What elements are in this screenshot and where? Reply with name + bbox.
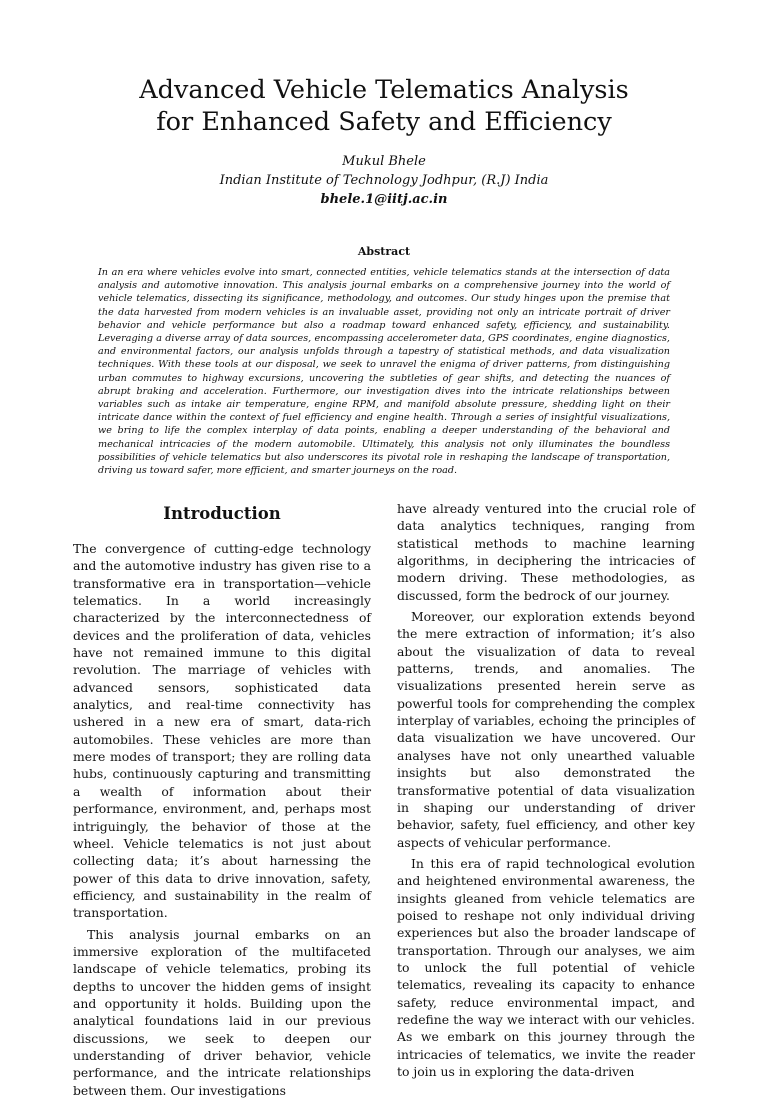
abstract-text: In an era where vehicles evolve into smart, connected entities, vehicle telematics stands at the intersection of data analysis and automotive innovation. This analysis journal embarks on a comprehensive journey into the world of vehicle telematics, dissecting its significance, methodology, and outcomes. Our study hinges upon the premise that the data harvested from modern vehicles is an invaluable asset, providing not only an intricate portrait of driver behavior and vehicle performance but also a roadmap toward enhanced safety, efficiency, and sustainability. Leveraging a diverse array of data sources, encompassing accelerometer data, GPS coordinates, engine diagnostics, and environmental factors, our analysis unfolds through a tapestry of statistical methods, and data visualization techniques. With these tools at our disposal, we seek to unravel the enigma of driver patterns, from distinguishing urban commutes to highway excursions, uncovering the subtleties of gear shifts, and detecting the nuances of abrupt braking and acceleration. Furthermore, our investigation dives into the intricate relationships between variables such as intake air temperature, engine RPM, and manifold absolute pressure, shedding light on their intricate dance within the context of fuel efficiency and engine health. Through a series of insightful visualizations, we bring to life the complex interplay of data points, enabling a deeper understanding of the behavioral and mechanical intricacies of the modern automobile. Ultimately, this analysis not only illuminates the boundless possibilities of vehicle telematics but also underscores its pivotal role in reshaping the landscape of transportation, driving us toward safer, more efficient, and smarter journeys on the road.: [98, 267, 670, 477]
author-block: [70, 152, 698, 209]
author-affiliation: Indian Institute of Technology Jodhpur, (R.J) India: [219, 173, 549, 188]
intro-paragraph-3: Moreover, our exploration extends beyond the mere extraction of information; it’s also about the visualization of data to reveal patterns, trends, and anomalies. The visualizations presented herein serve as powerful tools for comprehending the complex interplay of variables, echoing the principles of data visualization we have uncovered. Our analyses have not only unearthed valuable insights but also demonstrated the transformative potential of data visualization in shaping our understanding of driver behavior, safety, fuel efficiency, and other key aspects of vehicular performance.: [397, 609, 695, 850]
title-line-2: for Enhanced Safety and Efficiency: [156, 107, 612, 137]
intro-paragraph-2-continued: have already ventured into the crucial role of data analytics techniques, ranging from statistical methods to machine learning algorithms, in deciphering the intricacies of modern driving. These methodologies, as discussed, form the bedrock of our journey.: [397, 501, 695, 603]
intro-paragraph-4: In this era of rapid technological evolution and heightened environmental awareness, the insights gleaned from vehicle telematics are poised to reshape not only individual driving experiences but also the broader landscape of transportation. Through our analyses, we aim to unlock the full potential of vehicle telematics, revealing its capacity to enhance safety, reduce environmental impact, and redefine the way we interact with our vehicles. As we embark on this journey through the intricacies of telematics, we invite the reader to join us in exploring the data-driven: [397, 855, 695, 1079]
left-column: [73, 500, 371, 1099]
author-email: bhele.1@iitj.ac.in: [320, 192, 448, 207]
abstract-heading: Abstract: [357, 245, 411, 258]
intro-paragraph-1: The convergence of cutting-edge technology and the automotive industry has given rise to a transformative era in transportation—vehicle telematics. In a world increasingly characterized by the interconnectedness of devices and the proliferation of data, vehicles have not remained immune to this digital revolution. The marriage of vehicles with advanced sensors, sophisticated data analytics, and real-time connectivity has ushered in a new era of smart, data-rich automobiles. These vehicles are more than mere modes of transport; they are rolling data hubs, continuously capturing and transmitting a wealth of information about their performance, environment, and, perhaps most intriguingly, the behavior of those at the wheel. Vehicle telematics is not just about collecting data; it’s about harnessing the power of this data to drive innovation, safety, efficiency, and sustainability in the realm of transportation.: [73, 541, 371, 921]
title-line-1: Advanced Vehicle Telematics Analysis: [139, 75, 629, 105]
right-column: [397, 500, 695, 1080]
intro-paragraph-2: This analysis journal embarks on an immersive exploration of the multifaceted landscape of vehicle telematics, probing its depths to uncover the hidden gems of insight and opportunity it holds. Building upon the analytical foundations laid in our previous discussions, we seek to deepen our understanding of driver behavior, vehicle performance, and the intricate relationships between them. Our investigations: [73, 926, 371, 1098]
paper-title: [70, 74, 698, 138]
author-name: Mukul Bhele: [342, 154, 426, 169]
introduction-heading: Introduction: [163, 504, 281, 523]
